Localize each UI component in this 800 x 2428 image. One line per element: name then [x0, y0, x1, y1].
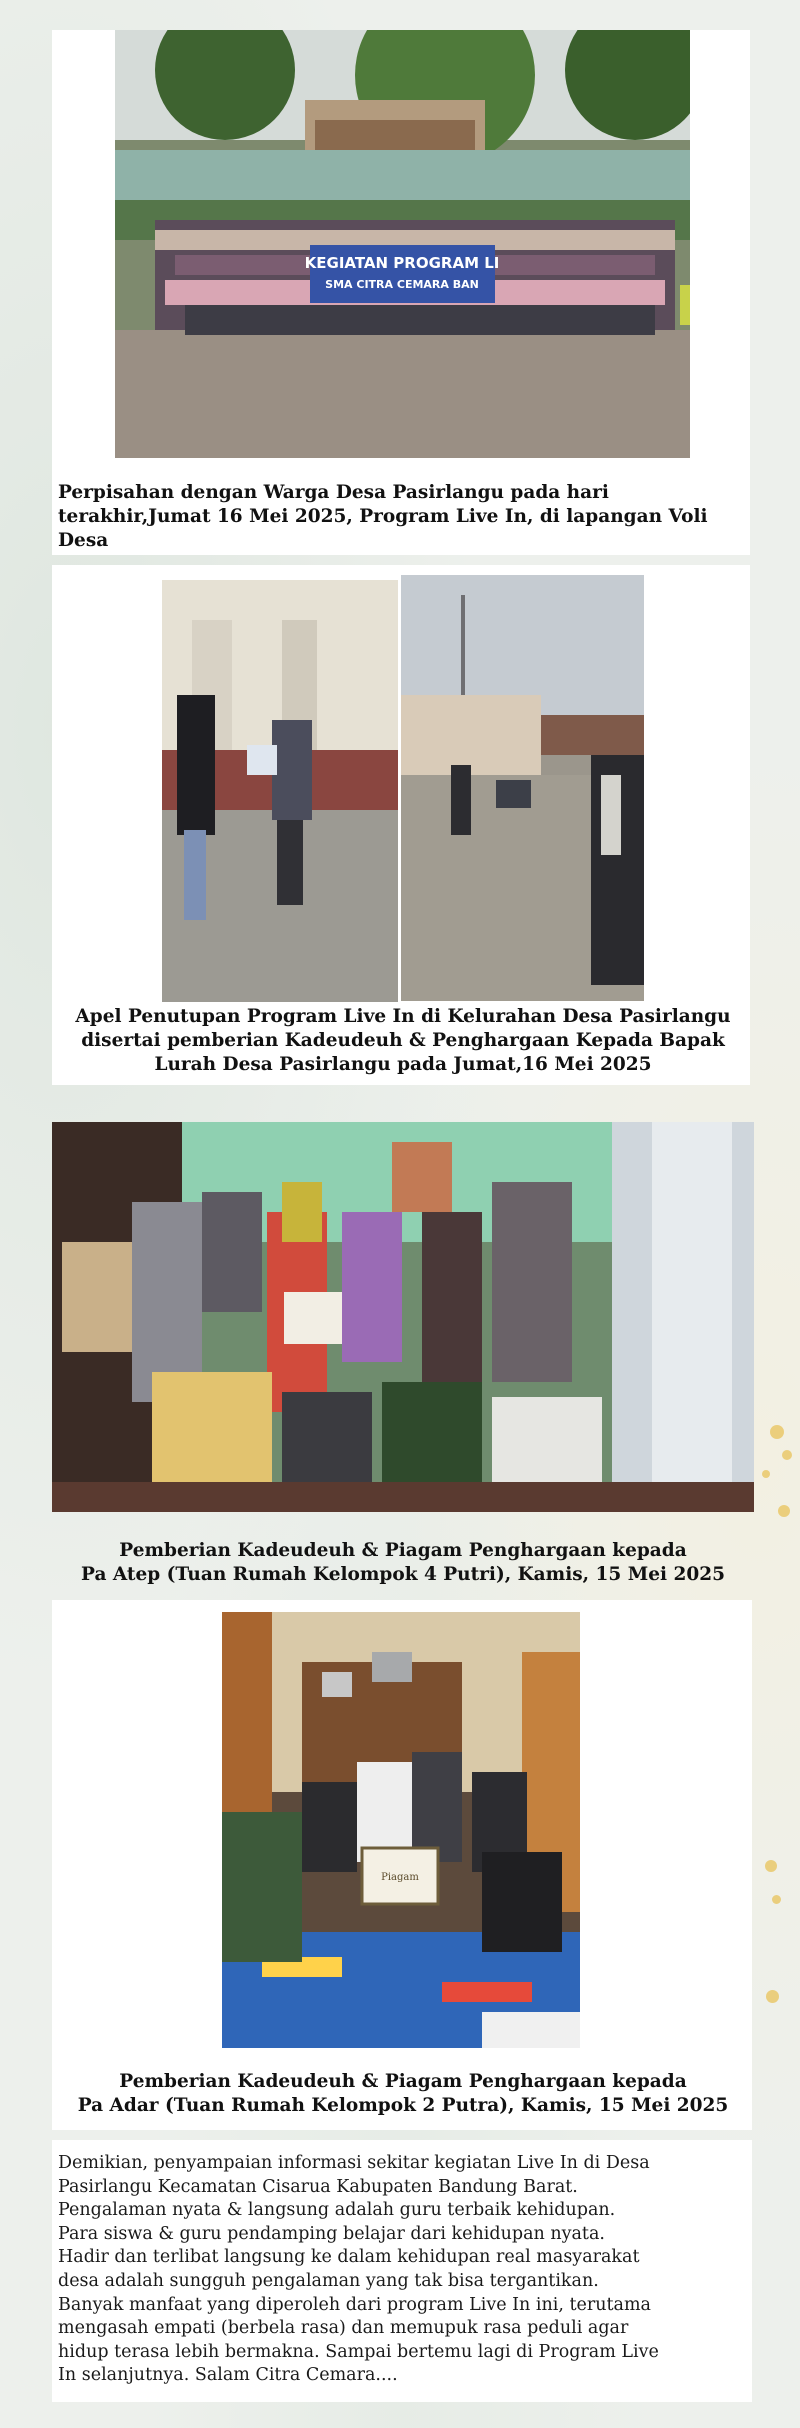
decor-dot	[766, 1990, 779, 2003]
closing-line: In selanjutnya. Salam Citra Cemara....	[58, 2365, 398, 2386]
pa-atep-caption-line1: Pemberian Kadeudeuh & Piagam Penghargaan kepada	[119, 1540, 687, 1561]
pa-adar-caption-line1: Pemberian Kadeudeuh & Piagam Penghargaan kepada	[119, 2071, 687, 2092]
pa-atep-caption-line2: Pa Atep (Tuan Rumah Kelompok 4 Putri), Kamis, 15 Mei 2025	[81, 1564, 725, 1585]
banner-text-line1: KEGIATAN PROGRAM LI	[304, 254, 500, 272]
closing-paragraph	[58, 2152, 748, 2388]
closing-line: Banyak manfaat yang diperoleh dari program Live In ini, terutama	[58, 2294, 651, 2315]
pa-adar-caption	[52, 2070, 754, 2118]
farewell-group-photo	[115, 30, 690, 458]
closing-line: Para siswa & guru pendamping belajar dari kehidupan nyata.	[58, 2223, 605, 2244]
ceremony-handover-photo	[162, 580, 398, 1002]
certificate-text: Piagam	[381, 1872, 419, 1883]
decor-dot	[772, 1895, 781, 1904]
decor-dot	[778, 1505, 790, 1517]
closing-line: Hadir dan terlibat langsung ke dalam kehidupan real masyarakat	[58, 2247, 640, 2268]
banner-text-line2: SMA CITRA CEMARA BAN	[325, 278, 479, 291]
decor-dot	[762, 1470, 770, 1478]
pa-adar-caption-line2: Pa Adar (Tuan Rumah Kelompok 2 Putra), Kamis, 15 Mei 2025	[77, 2095, 729, 2116]
closing-line: Pasirlangu Kecamatan Cisarua Kabupaten Bandung Barat.	[58, 2176, 578, 2197]
farewell-caption-line3: Desa	[58, 530, 109, 551]
pa-adar-group-photo	[222, 1612, 580, 2048]
farewell-caption-line1: Perpisahan dengan Warga Desa Pasirlangu pada hari	[58, 482, 609, 503]
closing-caption-line2: disertai pemberian Kadeudeuh & Penghargaan Kepada Bapak	[81, 1030, 725, 1051]
decor-dot	[770, 1425, 784, 1439]
closing-caption-line1: Apel Penutupan Program Live In di Kelurahan Desa Pasirlangu	[75, 1006, 731, 1027]
decor-dot	[782, 1450, 792, 1460]
closing-line: hidup terasa lebih bermakna. Sampai bertemu lagi di Program Live	[58, 2341, 659, 2362]
decor-dot	[765, 1860, 777, 1872]
closing-line: desa adalah sungguh pengalaman yang tak bisa tergantikan.	[58, 2270, 599, 2291]
farewell-caption	[58, 481, 748, 553]
farewell-caption-line2: terakhir,Jumat 16 Mei 2025, Program Live In, di lapangan Voli	[58, 506, 708, 527]
ceremony-lineup-photo	[401, 575, 644, 1001]
closing-line: mengasah empati (berbela rasa) dan memupuk rasa peduli agar	[58, 2318, 629, 2339]
closing-ceremony-caption	[58, 1005, 748, 1077]
closing-line: Pengalaman nyata & langsung adalah guru terbaik kehidupan.	[58, 2200, 616, 2221]
pa-atep-caption	[52, 1539, 754, 1587]
closing-line: Demikian, penyampaian informasi sekitar kegiatan Live In di Desa	[58, 2153, 650, 2173]
closing-caption-line3: Lurah Desa Pasirlangu pada Jumat,16 Mei 2025	[154, 1054, 652, 1075]
pa-atep-family-photo	[52, 1122, 754, 1512]
